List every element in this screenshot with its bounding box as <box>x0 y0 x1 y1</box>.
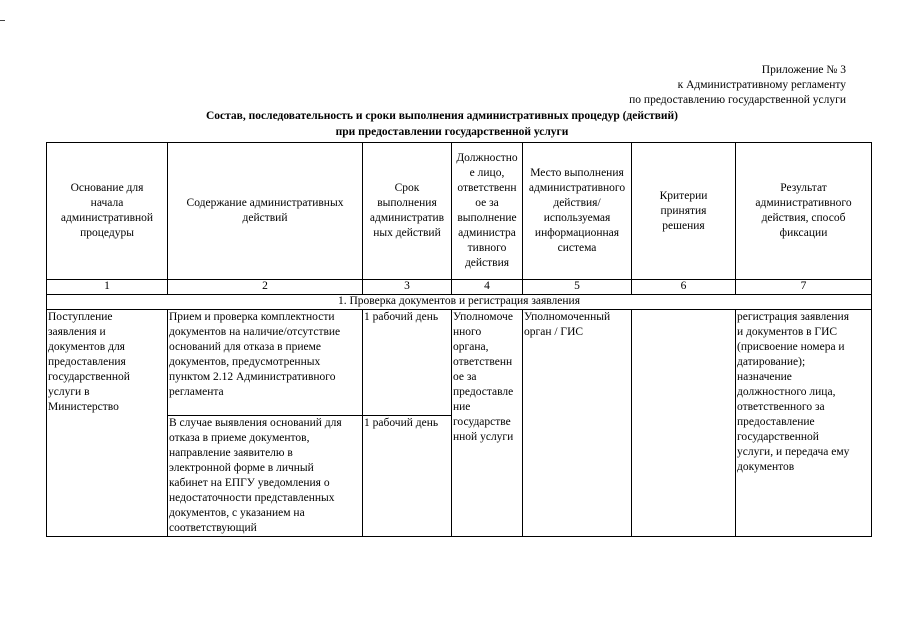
procedures-table <box>46 142 872 537</box>
cell-official: Уполномоче нного органа, ответственн ое за предоставле ние государстве нной услуги <box>452 310 523 537</box>
appendix-line-3: по предоставлению государственной услуги <box>629 94 846 106</box>
cell-place: Уполномоченный орган / ГИС <box>523 310 632 537</box>
header-result: Результат административного действия, способ фиксации <box>736 143 872 280</box>
section-row <box>47 295 872 310</box>
column-number: 4 <box>452 280 523 295</box>
document-title-line-1: Состав, последовательность и сроки выполнения административных процедур (действий) <box>205 110 679 122</box>
header-place-system: Место выполнения административного действия/ используемая информационная система <box>523 143 632 280</box>
appendix-line-1: Приложение № 3 <box>761 64 846 76</box>
cell-basis: Поступление заявления и документов для предоставления государственной услуги в Министерство <box>47 310 168 537</box>
header-official: Должностно е лицо, ответственн ое за выполнение администра тивного действия <box>452 143 523 280</box>
table-header-row <box>47 143 872 280</box>
document-title-line-2: при предоставлении государственной услуги <box>335 126 569 138</box>
cell-action-2: В случае выявления оснований для отказа в приеме документов, направление заявителю в электронной форме в личный кабинет на ЕПГУ уведомления о недостаточности представленных документов, с указанием на соответствующий <box>168 416 363 537</box>
header-basis: Основание для начала административной процедуры <box>47 143 168 280</box>
column-number: 2 <box>168 280 363 295</box>
cell-action-1: Прием и проверка комплектности документов на наличие/отсутствие оснований для отказа в приеме документов, предусмотренных пунктом 2.12 Административного регламента <box>168 310 363 416</box>
header-action-content: Содержание административных действий <box>168 143 363 280</box>
appendix-note <box>629 63 846 108</box>
cell-term-2: 1 рабочий день <box>363 416 452 537</box>
column-number: 5 <box>523 280 632 295</box>
section-title: 1. Проверка документов и регистрация заявления <box>47 295 872 310</box>
header-term: Срок выполнения административ ных действий <box>363 143 452 280</box>
column-number: 3 <box>363 280 452 295</box>
column-number: 1 <box>47 280 168 295</box>
cell-result: регистрация заявления и документов в ГИС (присвоение номера и датирование); назначение должностного лица, ответственного за предоставление государственной услуги, и передача ему документов <box>736 310 872 537</box>
appendix-line-2: к Административному регламенту <box>677 79 846 91</box>
cell-criteria <box>632 310 736 537</box>
table-row <box>47 310 872 416</box>
header-criteria: Критерии принятия решения <box>632 143 736 280</box>
cell-term-1: 1 рабочий день <box>363 310 452 416</box>
column-number: 6 <box>632 280 736 295</box>
column-number: 7 <box>736 280 872 295</box>
column-number-row <box>47 280 872 295</box>
scan-edge-mark <box>0 20 5 21</box>
